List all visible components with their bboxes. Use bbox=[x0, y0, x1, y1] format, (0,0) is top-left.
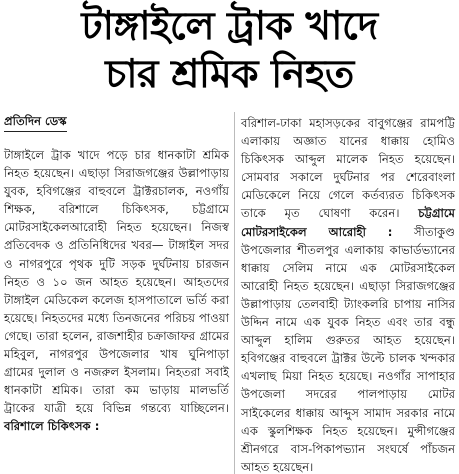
article-paragraph-text: বরিশাল-ঢাকা মহাসড়কের বাবুগঞ্জের রামপট্টি এলাকায় অজ্ঞাত যানের ধাক্কায় হোমিও চিকিৎসক আব্দুল মালেক নিহত হয়েছেন। সোমবার সকালে দুর্ঘটনার পর শেরেবাংলা মেডিকেলে নিয়ে গেলে কর্তব্যরত চিকিৎসক তাকে মৃত ঘোষণা করেন। bbox=[241, 116, 455, 221]
article-paragraph bbox=[4, 146, 229, 436]
left-column bbox=[4, 112, 229, 436]
article-paragraph-text: সীতাকুণ্ড উপজেলার শীতলপুর এলাকায় কাভার্ডভ্যানের ধাক্কায় সেলিম নামে এক মোটরসাইকেল আরোহী নিহত হয়েছেন। এছাড়া সিরাজগঞ্জের উল্লাপাড়ায় তেলবাহী ট্যাংকলরি চাপায় নাসির উদ্দিন নামে এক যুবক নিহত এবং তার বন্ধু আব্দুল হালিম গুরুতর আহত হয়েছেন। হবিগঞ্জের বাহুবলে ট্রাক্টর উল্টে চালক খন্দকার এখলাছ মিয়া নিহত হয়েছে। নওগাঁর সাপাহার উপজেলা সদরের পালপাড়ায় মোটর সাইকেলের ধাক্কায় আব্দুস সামাদ সরকার নামে এক স্কুলশিক্ষক নিহত হয়েছেন। মুন্সীগঞ্জের শ্রীনগরে বাস-পিকাপভ্যান সংঘর্ষে পাঁচজন আহত হয়েছেন। bbox=[241, 224, 455, 474]
subheading-barishal: বরিশালে চিকিৎসক : bbox=[4, 419, 100, 434]
headline-line-2: চার শ্রমিক নিহত bbox=[105, 52, 354, 97]
headline bbox=[0, 4, 459, 100]
column-divider bbox=[234, 112, 235, 474]
subheading-chattogram: চট্টগ্রামে মোটরসাইকেল আরোহী : bbox=[241, 206, 455, 239]
article-paragraph-text: টাঙ্গাইলে ট্রাক খাদে পড়ে চার ধানকাটা শ্রমিক নিহত হয়েছেন। এছাড়া সিরাজগঞ্জের উল্লাপাড়ায় যুবক, হবিগঞ্জের বাহুবলে ট্রাক্টরচালক, নওগাঁয় শিক্ষক, বরিশালে চিকিৎসক, চট্টগ্রামে মোটরসাইকেলআরোহী নিহত হয়েছেন। নিজস্ব প্রতিবেদক ও প্রতিনিধিদের খবর— টাঙ্গাইল সদর ও নাগরপুরে পৃথক দুটি সড়ক দুর্ঘটনায় চারজন নিহত ও ১০ জন আহত হয়েছেন। আহতদের টাঙ্গাইল মেডিকেল কলেজ হাসপাতালে ভর্তি করা হয়েছে। নিহতদের মধ্যে তিনজনের পরিচয় পাওয়া গেছে। তারা হলেন, রাজশাহীর চক্রাজাফর গ্রামের মহিবুল, নাগরপুর উপজেলার খাষ ঘুনিপাড়া গ্রামের দুলাল ও নজরুল ইসলাম। নিহতরা সবাই ধানকাটা শ্রমিক। তারা কম ভাড়ায় মালভর্তি ট্রাকের যাত্রী হয়ে বিভিন্ন গন্তব্যে যাচ্ছিলেন। bbox=[4, 148, 229, 416]
byline: প্রতিদিন ডেস্ক bbox=[4, 112, 67, 132]
right-column bbox=[241, 114, 455, 474]
headline-line-1: টাঙ্গাইলে ট্রাক খাদে bbox=[81, 4, 378, 49]
article-paragraph bbox=[241, 114, 455, 474]
